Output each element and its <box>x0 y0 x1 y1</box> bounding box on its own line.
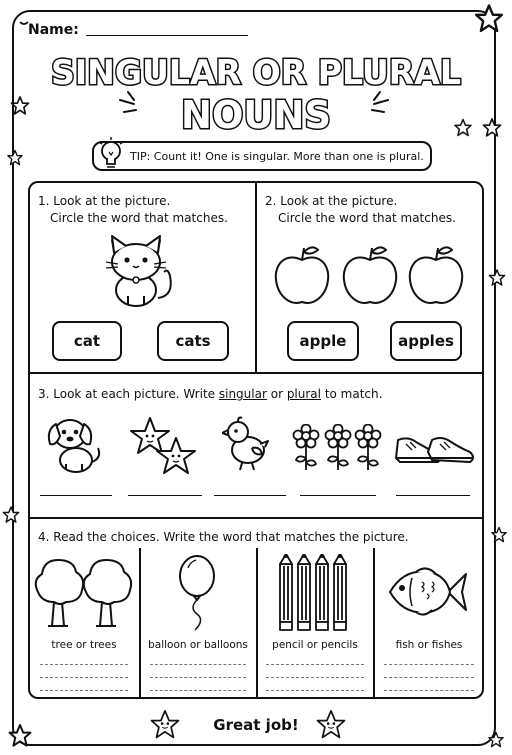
flowers-icon <box>292 424 384 472</box>
name-label: Name: <box>28 22 79 38</box>
writing-line[interactable] <box>266 677 364 678</box>
tree-icon <box>84 560 131 626</box>
divider <box>28 517 484 519</box>
shoes-icon <box>392 428 476 468</box>
q2-instruction-2: Circle the word that matches. <box>278 211 456 225</box>
writing-line[interactable] <box>384 664 474 665</box>
pencils-icon <box>278 554 354 634</box>
flower-icon <box>326 425 351 471</box>
pencil-icon <box>316 554 328 630</box>
writing-line[interactable] <box>150 664 246 665</box>
tree-icon <box>36 560 83 626</box>
title-banner <box>0 40 512 140</box>
writing-line[interactable] <box>40 690 128 691</box>
q2-instruction-1: 2. Look at the picture. <box>265 194 398 208</box>
fish-icon <box>386 564 470 620</box>
writing-line[interactable] <box>40 677 128 678</box>
lightbulb-icon <box>96 136 126 174</box>
chick-icon <box>222 416 272 472</box>
q3-instruction: 3. Look at each picture. Write singular or plural to match. <box>38 387 383 401</box>
choice-label-balloons: balloon or balloons <box>148 639 248 651</box>
choice-label-pencils: pencil or pencils <box>272 639 358 651</box>
writing-line[interactable] <box>384 690 474 691</box>
title-line-2: NOUNS <box>181 93 331 137</box>
tip-box <box>92 141 432 171</box>
q4-instruction: 4. Read the choices. Write the word that matches the picture. <box>38 530 409 544</box>
choice-apple-button[interactable]: apple <box>287 321 359 361</box>
q1-instruction-2: Circle the word that matches. <box>50 211 228 225</box>
writing-line[interactable] <box>40 664 128 665</box>
apple-icon <box>276 247 328 302</box>
dog-icon <box>44 412 104 474</box>
choice-label-trees: tree or trees <box>51 639 117 651</box>
divider <box>373 548 375 699</box>
flower-icon <box>294 425 319 471</box>
choice-apples-button[interactable]: apples <box>390 321 462 361</box>
footer-message: Great job! <box>213 716 299 734</box>
name-field[interactable] <box>86 35 248 36</box>
keyword-singular: singular <box>218 387 267 401</box>
divider <box>256 548 258 699</box>
apples-picture <box>272 244 468 310</box>
balloon-icon <box>172 554 222 632</box>
tip-text: TIP: Count it! One is singular. More than one is plural. <box>130 149 424 163</box>
divider <box>139 548 141 699</box>
flower-icon <box>356 425 381 471</box>
choice-cats-button[interactable]: cats <box>157 321 229 361</box>
cat-icon <box>100 228 176 310</box>
divider <box>255 181 257 372</box>
pencil-icon <box>334 554 346 630</box>
apple-icon <box>344 247 396 302</box>
answer-line[interactable] <box>128 495 202 496</box>
keyword-plural: plural <box>286 387 321 401</box>
pencil-icon <box>280 554 292 630</box>
divider <box>28 372 484 374</box>
stars-icon <box>128 416 198 478</box>
pencil-icon <box>298 554 310 630</box>
apple-icon <box>410 247 462 302</box>
writing-line[interactable] <box>266 690 364 691</box>
q1-instruction-1: 1. Look at the picture. <box>38 194 171 208</box>
answer-line[interactable] <box>300 495 376 496</box>
writing-line[interactable] <box>384 677 474 678</box>
answer-line[interactable] <box>40 495 112 496</box>
choice-cat-button[interactable]: cat <box>52 321 122 361</box>
answer-line[interactable] <box>214 495 286 496</box>
smiling-star-icon <box>314 708 348 742</box>
writing-line[interactable] <box>150 690 246 691</box>
writing-line[interactable] <box>150 677 246 678</box>
title-line-1: SINGULAR OR PLURAL <box>51 53 461 93</box>
choice-label-fishes: fish or fishes <box>395 639 463 651</box>
answer-line[interactable] <box>396 495 470 496</box>
trees-icon <box>34 556 134 632</box>
writing-line[interactable] <box>266 664 364 665</box>
